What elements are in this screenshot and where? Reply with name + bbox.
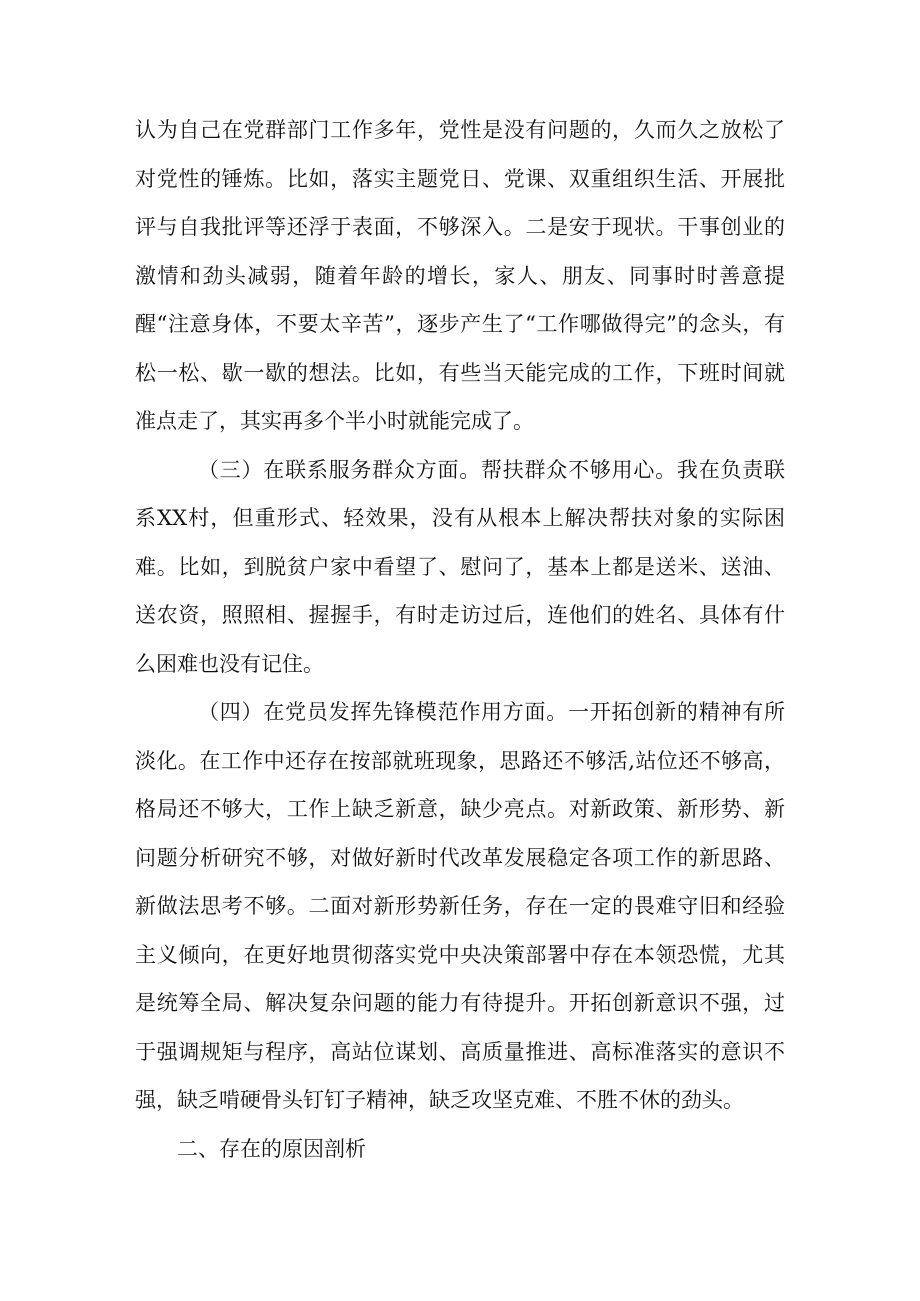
paragraph-section-four: （四）在党员发挥先锋模范作用方面。一开拓创新的精神有所淡化。在工作中还存在按部就班现象，思路还不够活,站位还不够高，格局还不够大，工作上缺乏新意，缺少亮点。对新政策、新形势、新问题分析研究不够，对做好新时代改革发展稳定各项工作的新思路、新做法思考不够。二面对新形势新任务，存在一定的畏难守旧和经验主义倾向，在更好地贯彻落实党中央决策部署中存在本领恐慌，尤其是统筹全局、解决复杂问题的能力有待提升。开拓创新意识不强，过于强调规矩与程序，高站位谋划、高质量推进、高标准落实的意识不强，缺乏啃硬骨头钉钉子精神，缺乏攻坚克难、不胜不休的劲头。 bbox=[135, 700, 785, 1112]
paragraph-section-three: （三）在联系服务群众方面。帮扶群众不够用心。我在负责联系XX村，但重形式、轻效果，没有从根本上解决帮扶对象的实际困难。比如，到脱贫户家中看望了、慰问了，基本上都是送米、送油、送农资，照照相、握握手，有时走访过后，连他们的姓名、具体有什么困难也没有记住。 bbox=[135, 457, 785, 676]
document-body bbox=[135, 106, 785, 1173]
section-heading-causes: 二、存在的原因剖析 bbox=[177, 1136, 366, 1161]
paragraph-continuation: 认为自己在党群部门工作多年，党性是没有问题的，久而久之放松了对党性的锤炼。比如，落实主题党日、党课、双重组织生活、开展批评与自我批评等还浮于表面，不够深入。二是安于现状。干事创业的激情和劲头减弱，随着年龄的增长，家人、朋友、同事时时善意提醒“注意身体，不要太辛苦”，逐步产生了“工作哪做得完”的念头，有松一松、歇一歇的想法。比如，有些当天能完成的工作，下班时间就准点走了，其实再多个半小时就能完成了。 bbox=[135, 118, 785, 433]
